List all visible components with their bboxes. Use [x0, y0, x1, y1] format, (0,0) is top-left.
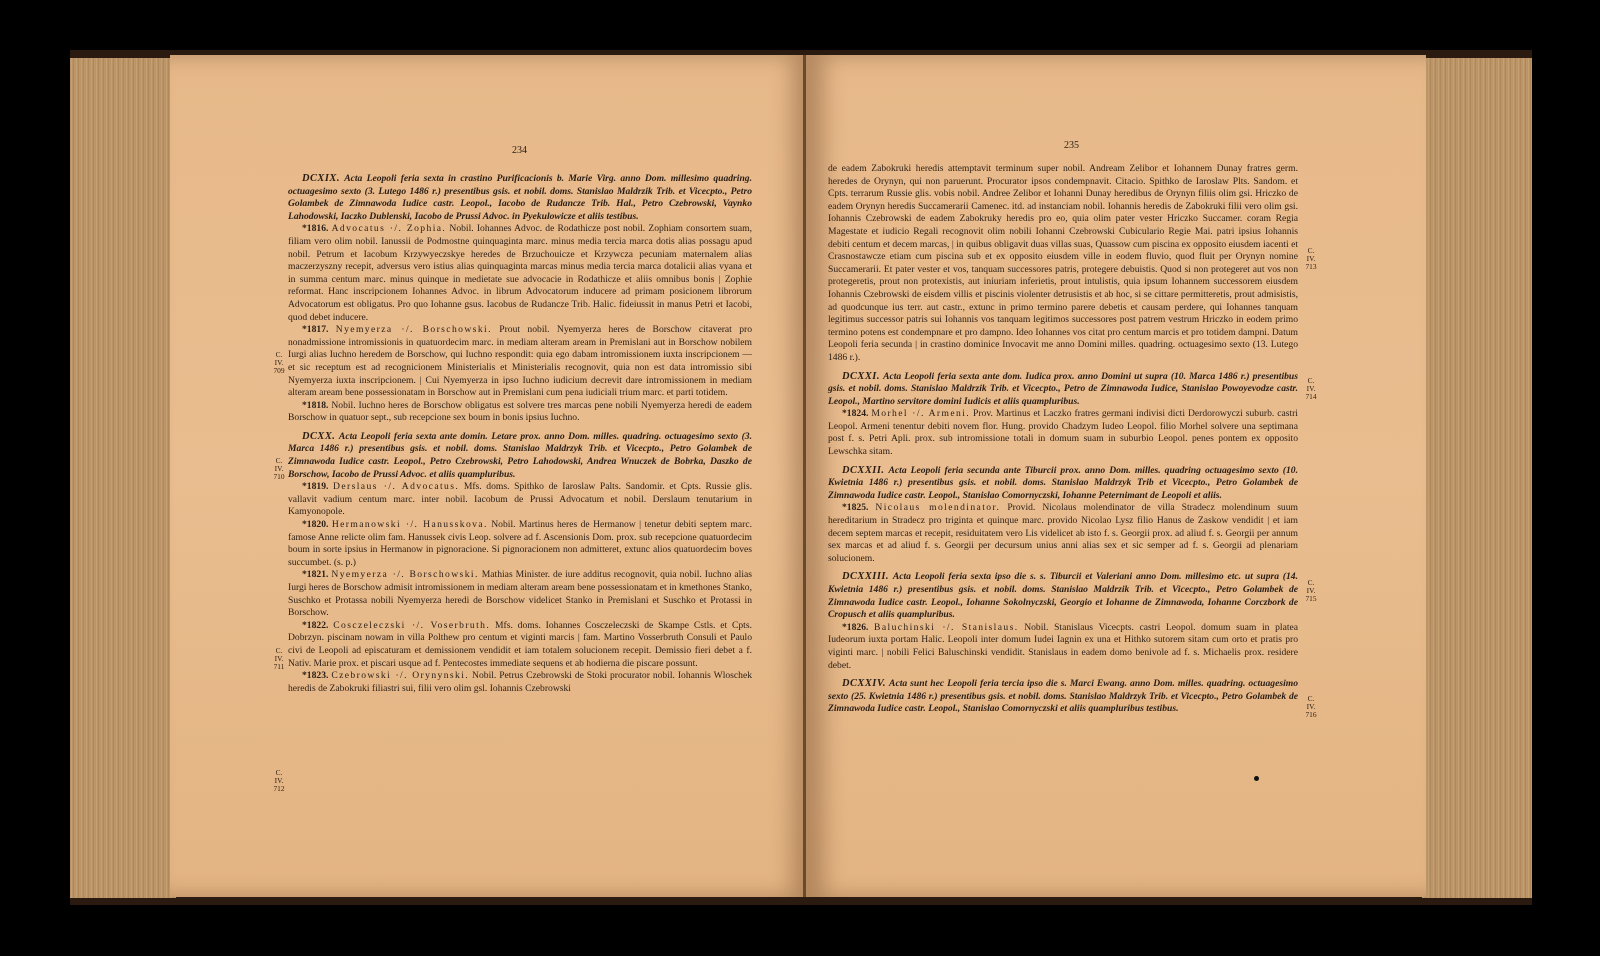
margin-note-line: C.	[275, 350, 283, 359]
session-heading	[288, 173, 752, 223]
entry-text: Prov. Martinus et Laczko fratres germani indivisi dicti Derdorowyczi suburb. castri Leopol. Armeni tenentur debiti novem flor. Hung. provido Chadzym Iudeo Leopol. filio Morhel solvere una septimana post f. s. Petri Apli. prox. sub intromissione totali in domum suam in suburbio Leopol. penes pontem ex opposito Lewschka sitam.	[828, 408, 1298, 458]
heading-text: Acta Leopoli feria sexta in crastino Purificacionis b. Marie Virg. anno Dom. millesimo quadring. octuagesimo sexto (3. Lutego 1486 r.) presentibus gsis. et nobil. doms. Stanislao Maldrzik Trib. et Vicecpto., Petro Golambek de Zimnawoda Iudice castr. Leopol., Iacobo de Rudancze Trib. Hal., Petro Czebrowski, Vaynko Lahodowski, Iaczko Dublenski, Iacobo de Prussi Advoc. in Pyekulowicze et aliis testibus.	[288, 173, 752, 222]
entry-parties: Derslaus ·/. Advocatus.	[333, 481, 460, 493]
left-page	[170, 55, 810, 897]
record-entry	[828, 408, 1298, 458]
margin-note-line: C.	[275, 456, 283, 465]
entry-text: Mathias Minister. de iure additus recognovit, quia nobil. Iuchno alias Iurgi heres de Borschow admisit intromissionem in mediam alteram aream bene possessionatam et in kmethones Stanko, Suschko et Protassa nobili Nyemyerza heredi de Borschow videlicet Stanko in Premislani et Suschko et Protassi in Borschow.	[288, 569, 752, 619]
record-entry	[288, 569, 752, 619]
margin-note-line: C.	[275, 768, 283, 777]
roman-numeral: DCXXI.	[842, 370, 880, 382]
margin-note-line: 710	[273, 472, 285, 481]
entry-parties: Nyemyerza ·/. Borschowski.	[331, 569, 479, 581]
record-entry	[288, 620, 752, 670]
margin-note-line: C.	[1307, 578, 1315, 587]
entry-text: Prout nobil. Nyemyerza heres de Borschow citaverat pro nonadmissione intromissionis in quatuordecim marc. in mediam alteram aream in Premislani aut in Borschow nobilem Iurgi alias Iuchno heredem de Borschow, qui Iuchno respondit: quia ego dabam intromissionem iuxta inscripcionem — et sic receptum est ad recognicionem Ministerialis et Ministerialis recognovit, quia non est data intromissio sibi Nyemyerza iuxta inscripcionem. | Cui Nyemyerza in ipso Iuchno iudicium decrevit dare intromissionem in mediam alteram aream bene possessionatam in Borschow aut in Premislani cum pena iudiciali trium marc. et parti totidem.	[288, 324, 752, 399]
entry-text: Nobil. Iohannes Advoc. de Rodathicze post nobil. Zophiam consortem suam, filiam vero olim nobil. Ianussii de Podmostne quinquaginta marc. minus media tercia marca dotis alias possagu apud nobil. Petrum et Iacobum Krzywyeczskye heredes de Brzuchouicze et Krzywcza pecuniam maternalem alias maczerzyszny recepit, adversus vero istius alias quinquaginta marcas minus media tercia marca dotalicii alias vyana et in summa centum marc. minus quinque in medietate sue advocacie in Rodathicze et aliis omnibus bonis | Zophie reformat. Hanc inscripcionem Iohannes Advoc. in librum Advocatorum inducere ad primam posicionem librorum Advocatorum est obligatus. Pro quo Iohanne gsus. Iacobus de Rudancze Trib. Halic. fideiussit in manus Petri et Iacobi, quod debet inducere.	[288, 223, 752, 323]
entry-parties: Nicolaus molendinator.	[875, 502, 1001, 514]
entry-text: Nobil. Martinus heres de Hermanow | tenetur debiti septem marc. famose Anne relicte olim fam. Hanussek civis Leop. solvere ad f. Ascensionis Dom. prox. sub recepcione quatuordecim boum in sorte ipsius in Hermanow in pignoracione. Si pignoracionem non admitteret, extunc alios quatuordecim boves succumbet. (s. p.)	[288, 519, 752, 568]
margin-note-line: C.	[275, 646, 283, 655]
margin-note	[270, 457, 288, 481]
heading-text: Acta Leopoli feria secunda ante Tiburcii prox. anno Dom. milles. quadring octuagesimo sexto (10. Kwietnia 1486 r.) presentibus gsis. et nobil. doms. Stanislao Maldrzyk Trib et Vicecpto., Petro Golambek de Zimnawoda Iudice castr. Leopol., Stanislao Comornyczski, Iohanne Peternimant de Leopoli et aliis.	[828, 464, 1298, 501]
roman-numeral: DCXXIII.	[842, 571, 890, 583]
margin-note-line: IV.	[274, 776, 284, 785]
heading-text: Acta Leopoli feria sexta ipso die s. s. Tiburcii et Valeriani anno Dom. millesimo etc. ut supra (14. Kwietnia 1486 r.) presentibus gsis. et nobil. doms. Stanislao Maldrzik Trib. et Vicecpto., Petro Golambek de Zimnawoda Iudice castr. Leopol., Iohanne Sokolnyczski, Georgio et Iohanne de Zimnawoda, Iohanne Corczbork de Cropusch et aliis quampluribus.	[828, 571, 1298, 621]
roman-numeral: DCXX.	[302, 430, 336, 442]
entry-number: *1820.	[302, 519, 329, 531]
margin-note	[1302, 579, 1320, 603]
margin-note-line: IV.	[274, 464, 284, 473]
page-text	[288, 167, 752, 695]
entry-number: *1825.	[842, 502, 869, 514]
margin-note	[1302, 377, 1320, 401]
page-number: 235	[1064, 140, 1079, 151]
entry-parties: Cosczeleczski ·/. Voserbruth.	[333, 619, 491, 631]
record-entry	[828, 502, 1298, 565]
record-entry	[828, 622, 1298, 672]
margin-note-line: IV.	[1306, 254, 1316, 263]
heading-text: Acta Leopoli feria sexta ante dom. Iudica prox. anno Domini ut supra (10. Marca 1486 r.) presentibus gsis. et nobil. doms. Stanislao Maldrzik Trib. et Vicecpto., Petro de Zimnawoda Iudice, Stanislao Powoyevodze castr. Leopol., Martino servitore domini Iudicis et aliis quampluribus.	[828, 370, 1298, 407]
entry-number: *1822.	[302, 619, 329, 631]
entry-parties: Advocatus ·/. Zophia.	[331, 223, 447, 235]
margin-note-line: 709	[273, 366, 285, 375]
entry-parties: Nyemyerza ·/. Borschowski.	[335, 324, 492, 336]
margin-note-line: IV.	[1306, 586, 1316, 595]
entry-number: *1823.	[302, 670, 329, 682]
margin-note	[270, 647, 288, 671]
entry-parties: Morhel ·/. Armeni.	[871, 408, 971, 420]
session-heading	[288, 431, 752, 481]
page-edges-right	[1422, 58, 1532, 898]
roman-numeral: DCXIX.	[302, 173, 340, 184]
entry-parties: Czebrowski ·/. Orynynski.	[331, 670, 470, 682]
session-heading	[828, 371, 1298, 409]
page-number: 234	[512, 145, 527, 156]
entry-number: *1824.	[842, 408, 869, 420]
margin-note	[270, 351, 288, 375]
entry-text: Mfs. doms. Iohannes Cosczeleczski de Skampe Cstls. et Cpts. Dobrzyn. piscinam nowam in villa Polthew pro centum et viginti marcis | fam. Martino Vosserbruth Consuli et Paulo civi de Leopoli ad episcaturam et demissionem vendidit et iam totalem solucionem recepit. Demissio fieri debet a f. Nativ. Marie prox. et piscari usque ad f. Pentecostes immediate sequens et ab hodierna die piscare possunt.	[288, 619, 752, 669]
entry-number: *1816.	[302, 223, 329, 235]
margin-note	[270, 769, 288, 793]
record-entry	[288, 324, 752, 400]
record-entry	[288, 670, 752, 695]
margin-note-line: IV.	[274, 654, 284, 663]
entry-number: *1817.	[302, 324, 329, 336]
entry-text: Nobil. Petrus Czebrowski de Stoki procurator nobil. Iohannis Wloschek heredis de Zabokruki filiastri sui, filii vero olim gsl. Iohannis Czebrowski	[288, 670, 752, 694]
margin-note-line: IV.	[274, 358, 284, 367]
record-entry	[288, 223, 752, 324]
margin-note-line: 714	[1305, 392, 1317, 401]
session-heading	[828, 678, 1298, 716]
entry-text: Nobil. Iuchno heres de Borschow obligatus est solvere tres marcas pene nobili Nyemyerza heredi de eadem Borschow in quatuor sept., sub recepcione sex boum in bonis ipsius Iuchno.	[288, 399, 752, 424]
entry-parties: Hermanowski ·/. Hanusskova.	[331, 519, 488, 531]
margin-note	[1302, 247, 1320, 271]
record-entry	[288, 481, 752, 519]
entry-text: Provid. Nicolaus molendinator de villa Stradecz molendinum suum hereditarium in Stradecz pro triginta et quinque marc. provido Nicolao Lysz filio Hanus de Zaskow vendidit | et iam decem septem marcas et recepit, residuitatem vero Lis videlicet ab isto f. s. Georgii prox. ad aliud f. s. Georgii per annum sex marcas et ad aliud f. s. Georgii per decursum unius anni alias sex et sic semper ad f. s. Georgii ad plenariam solucionem.	[828, 502, 1298, 564]
heading-text: Acta Leopoli feria sexta ante domin. Letare prox. anno Dom. milles. quadring. octuagesimo sexto (3. Marca 1486 r.) presentibus gsis. et nobil. doms. Stanislao Maldrzyk Trib. et Vicecpto., Petro Golambek de Zimnawoda Iudice castr. Leopol., Petro Czebrowski, Petro Lahodowski, Andrea Wnuczek de Bobrka, Daszko de Borschow, Iacobo de Prussi Advoc. et aliis quampluribus.	[288, 430, 753, 480]
margin-note-line: C.	[1307, 246, 1315, 255]
margin-note-line: 712	[273, 784, 285, 793]
margin-note-line: 711	[273, 662, 285, 671]
margin-note-line: 715	[1305, 594, 1317, 603]
entry-text: Nobil. Stanislaus Vicecpts. castri Leopol. domum suam in platea Iudeorum iuxta portam Halic. Leopoli inter domum Iudei Iagnin ex una et Hithko sutorem sitam cum orto et pratis pro viginti marc. | nobili Felici Baluschinski vendidit. Stanislaus in eadem domo benivole ad f. s. Michaelis prox. residere debet.	[828, 621, 1299, 671]
ink-dot	[1254, 776, 1259, 781]
page-edges-left	[70, 58, 176, 898]
margin-note	[1302, 695, 1320, 719]
margin-note-line: C.	[1307, 694, 1315, 703]
session-heading	[828, 571, 1298, 621]
roman-numeral: DCXXII.	[842, 464, 885, 476]
entry-text: Mfs. doms. Spithko de Iaroslaw Palts. Sandomir. et Cpts. Russie glis. vallavit vadium centum marc. inter nobil. Iacobum de Prussi Advocatum et nobil. Derslaum tenutarium in Kamyonopole.	[288, 481, 752, 518]
record-entry	[288, 519, 752, 569]
entry-number: *1826.	[842, 621, 869, 633]
entry-number: *1819.	[302, 481, 329, 493]
page-text	[828, 163, 1298, 716]
session-heading	[828, 465, 1298, 503]
right-page	[806, 55, 1426, 897]
margin-note-line: IV.	[1306, 384, 1316, 393]
heading-text: Acta sunt hec Leopoli feria tercia ipso die s. Marci Ewang. anno Dom. milles. quadring. octuagesimo sexto (25. Kwietnia 1486 r.) presentibus gsis. et nobil. doms. Stanislao Maldrzyk Trib. et Vicecpto., Petro Golambek de Zimnawoda Iudice castr. Leopol., Stanislao Comornyczski et aliis quampluribus testibus.	[828, 678, 1298, 715]
margin-note-line: IV.	[1306, 702, 1316, 711]
entry-number: *1818.	[302, 399, 329, 411]
roman-numeral: DCXXIV.	[842, 678, 887, 690]
margin-note-line: C.	[1307, 376, 1315, 385]
margin-note-line: 713	[1305, 262, 1317, 271]
record-continuation: de eadem Zabokruki heredis attemptavit terminum super nobil. Andream Zelibor et Iohannem Dunay fratres germ. heredes de Orynyn, qui non paruerunt. Procurator ipsos condempnavit. Citacio. Spithko de Iaroslaw Plts. Sandom. et Cpts. terrarum Russie glis. vobis nobil. Andree Zelibor et Iohanni Dunay heredibus de Orynyn filiis olim gsi. Hriczko de eadem Orynyn heredis Succamerarii Camenec. itd. ad instanciam nobil. Iohannis heredis de Zabokruki filii vero olim gsi. Iohannis Czebrowski de eadem Zabokruky heredis pro eo, quia olim pater vester Hriczko Succamer. coram Regia Magestate et iudicio Regali recognovit olim nobili Iohanni Czebrowski Cubiculario Regie Mai. patri ipsius Iohannis debiti centum et decem marcas, | in quibus obligavit duas villas suas, Quassow cum piscina ex opposito eiusdem iacenti et Crasnostawcze etiam cum piscina sub et ex opposito eiusdem ville in eodem fluvio, quod fluit per Orynyn nomine Succamerarii. Et pater vester et vos, tanquam successores patris, protegere debuistis. Quod si non protegeret aut vos non protegeretis, prout non protexistis, aut iniuriam inferietis, prout intulistis, quia ipsum Iohannem successorem eiusdem Iohannis Czebrowski de eisdem villis et piscinis violenter detrusistis et ab hoc, si se cittare permitteretis, prout admisistis, ad quodcunque ius terr. aut castr., extunc in primo termino parere debetis et causam perdere, qui Iohannes tanquam legitimus successor patris sui Iohannis vos tanquam legitimos successores post patrem vestrum Hriczko in eodem primo termino potens est condempnare et pro dampno. Ideo Iohannes vos citat pro centum marcis et pro totidem dampni. Datum Leopoli feria secunda | in crastino dominice Invocavit me anno Domini milles. quadring. octuagesimo sexto (13. Lutego 1486 r.).	[828, 163, 1298, 363]
record-entry	[288, 400, 752, 425]
margin-note-line: 716	[1305, 710, 1317, 719]
entry-parties: Baluchinski ·/. Stanislaus.	[874, 621, 1019, 633]
entry-number: *1821.	[302, 569, 329, 581]
